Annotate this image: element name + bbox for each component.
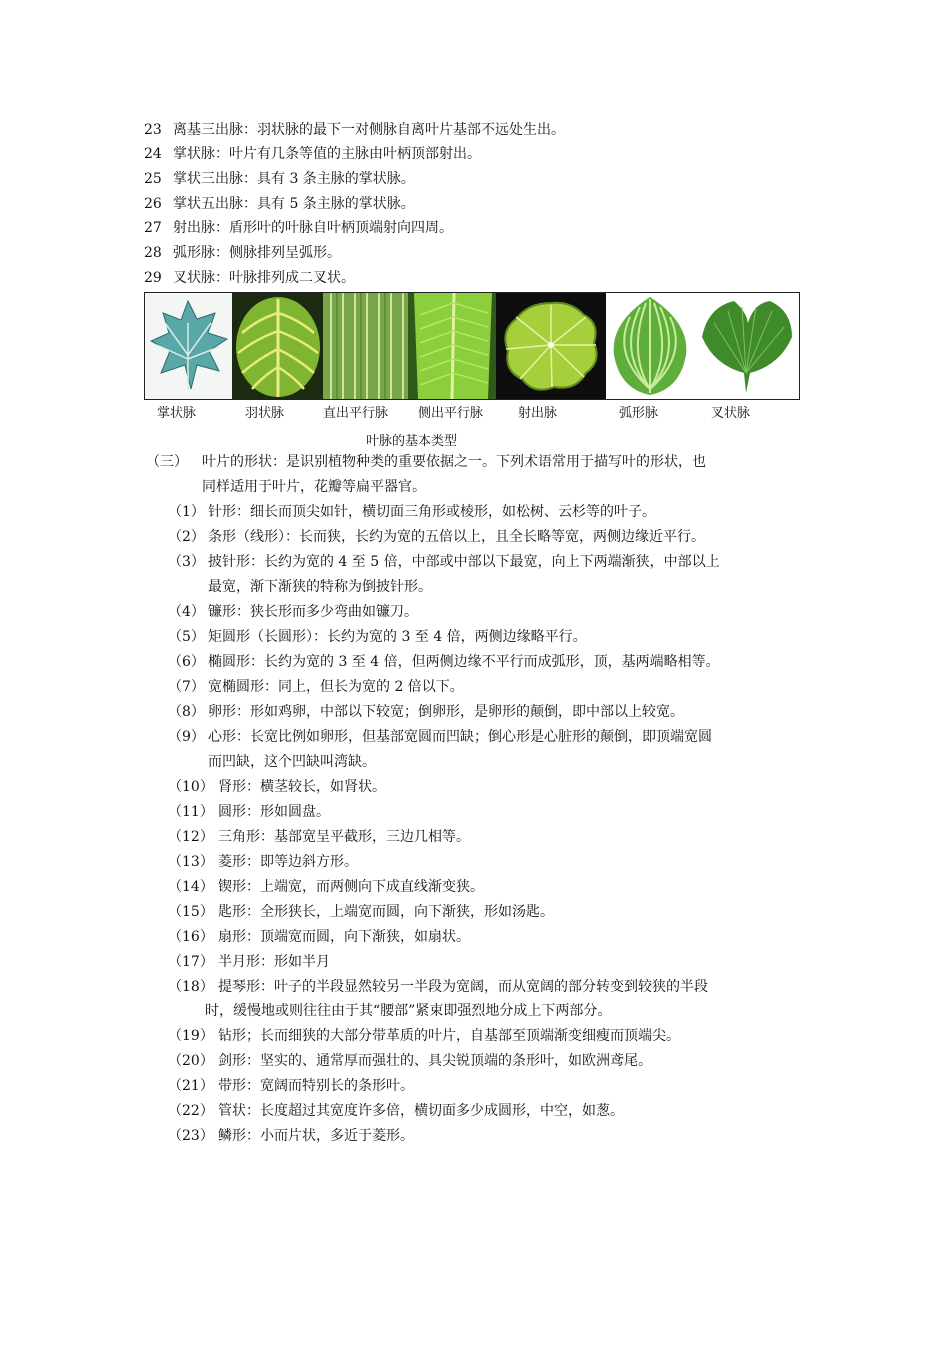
- list-item: （3） 披针形：长约为宽的 4 至 5 倍，中部或中部以下最宽，向上下两端渐狭，中部以上: [168, 554, 720, 570]
- venation-figure: [144, 292, 800, 400]
- list-item: 25 掌状三出脉：具有 3 条主脉的掌状脉。: [144, 171, 415, 187]
- list-item: （13） 菱形：即等边斜方形。: [168, 854, 358, 870]
- list-item: 27 射出脉：盾形叶的叶脉自叶柄顶端射向四周。: [144, 220, 453, 236]
- lateral-parallel-leaf-image: [408, 293, 496, 399]
- caption-palmate: 掌状脉: [157, 406, 197, 421]
- list-item: （23） 鳞形：小而片状，多近于菱形。: [168, 1128, 414, 1144]
- list-item: （9） 心形：长宽比例如卵形，但基部宽圆而凹缺；倒心形是心脏形的颠倒，即顶端宽圆: [168, 729, 712, 745]
- pinnate-leaf-image: [232, 293, 323, 399]
- list-item: 26 掌状五出脉：具有 5 条主脉的掌状脉。: [144, 196, 415, 212]
- list-item: （21） 带形：宽阔而特别长的条形叶。: [168, 1078, 414, 1094]
- list-item: （14） 锲形：上端宽，而两侧向下成直线渐变狭。: [168, 879, 484, 895]
- list-item-continuation: 时，缓慢地或则往往由于其“腰部”紧束即强烈地分成上下两部分。: [205, 1003, 612, 1019]
- list-item: （22） 管状：长度超过其宽度许多倍，横切面多少成圆形，中空，如葱。: [168, 1103, 624, 1119]
- list-item: 29 叉状脉：叶脉排列成二叉状。: [144, 270, 355, 286]
- list-item: （15） 匙形：全形狭长，上端宽而圆，向下渐狭，形如汤匙。: [168, 904, 554, 920]
- caption-arcuate: 弧形脉: [619, 406, 659, 421]
- list-item-continuation: 而凹缺，这个凹缺叫湾缺。: [208, 754, 376, 770]
- list-item: （8） 卵形：形如鸡卵，中部以下较宽；倒卵形，是卵形的颠倒，即中部以上较宽。: [168, 704, 684, 720]
- list-item: （11） 圆形：形如圆盘。: [168, 804, 330, 820]
- straight-parallel-leaf-image: [323, 293, 408, 399]
- list-item: （16） 扇形：顶端宽而圆，向下渐狭，如扇状。: [168, 929, 470, 945]
- list-item: （12） 三角形：基部宽呈平截形，三边几相等。: [168, 829, 470, 845]
- list-item: （4） 镰形：狭长形而多少弯曲如镰刀。: [168, 604, 418, 620]
- list-item: （5） 矩圆形（长圆形）：长约为宽的 3 至 4 倍，两侧边缘略平行。: [168, 629, 587, 645]
- list-item: （17） 半月形：形如半月: [168, 954, 330, 970]
- caption-radiate: 射出脉: [518, 406, 558, 421]
- list-item: 24 掌状脉：叶片有几条等值的主脉由叶柄顶部射出。: [144, 146, 481, 162]
- list-item: （19） 钻形；长而细狭的大部分带革质的叶片，自基部至顶端渐变细瘦而顶端尖。: [168, 1028, 680, 1044]
- arcuate-leaf-image: [606, 293, 694, 399]
- list-item: （7） 宽椭圆形：同上，但长为宽的 2 倍以下。: [168, 679, 464, 695]
- dichotomous-leaf-image: [694, 293, 799, 399]
- caption-pinnate: 羽状脉: [245, 406, 285, 421]
- list-item: （1） 针形：细长而顶尖如针，横切面三角形或棱形，如松树、云杉等的叶子。: [168, 504, 656, 520]
- list-item: 28 弧形脉：侧脉排列呈弧形。: [144, 245, 341, 261]
- list-item: （10） 肾形：横茎较长，如肾状。: [168, 779, 386, 795]
- caption-lateral-parallel: 侧出平行脉: [418, 406, 484, 421]
- palmate-leaf-image: [145, 293, 232, 399]
- list-item: （18） 提琴形：叶子的半段显然较另一半段为宽阔，而从宽阔的部分转变到较狭的半段: [168, 979, 708, 995]
- caption-straight-parallel: 直出平行脉: [323, 406, 389, 421]
- section-heading-continuation: 同样适用于叶片，花瓣等扁平器官。: [202, 479, 426, 495]
- list-item: 23 离基三出脉：羽状脉的最下一对侧脉自离叶片基部不远处生出。: [144, 122, 565, 138]
- list-item-continuation: 最宽，渐下渐狭的特称为倒披针形。: [208, 579, 432, 595]
- list-item: （6） 椭圆形：长约为宽的 3 至 4 倍，但两侧边缘不平行而成弧形，顶，基两端略相等。: [168, 654, 720, 670]
- caption-dichotomous: 叉状脉: [711, 406, 751, 421]
- list-item: （20） 剑形：坚实的、通常厚而强壮的、具尖锐顶端的条形叶，如欧洲鸢尾。: [168, 1053, 652, 1069]
- figure-title: 叶脉的基本类型: [366, 434, 458, 449]
- list-item: （2） 条形（线形）：长而狭，长约为宽的五倍以上，且全长略等宽，两侧边缘近平行。: [168, 529, 705, 545]
- section-heading: （三） 叶片的形状：是识别植物种类的重要依据之一。下列术语常用于描写叶的形状，也: [146, 454, 706, 470]
- radiate-leaf-image: [496, 293, 606, 399]
